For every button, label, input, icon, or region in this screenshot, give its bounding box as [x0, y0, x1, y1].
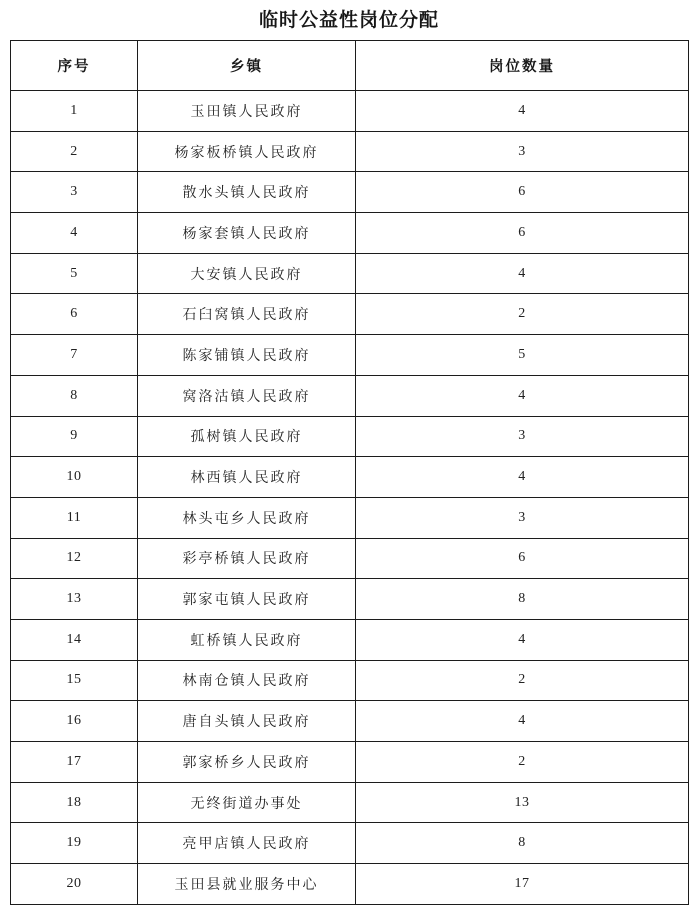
count-cell: 3 [356, 416, 689, 457]
township-cell: 杨家板桥镇人民政府 [138, 131, 356, 172]
table-row [11, 579, 689, 620]
table-row [11, 253, 689, 294]
count-cell: 4 [356, 253, 689, 294]
table-row [11, 375, 689, 416]
table-row [11, 864, 689, 905]
table-row [11, 213, 689, 254]
count-cell: 2 [356, 660, 689, 701]
row-number-cell: 2 [11, 131, 138, 172]
row-number-cell: 15 [11, 660, 138, 701]
row-number-cell: 18 [11, 782, 138, 823]
table-row [11, 660, 689, 701]
table-row [11, 457, 689, 498]
table-row [11, 172, 689, 213]
row-number-cell: 13 [11, 579, 138, 620]
table-row [11, 497, 689, 538]
count-cell: 5 [356, 335, 689, 376]
col-header-no: 序号 [11, 41, 138, 91]
document-page [0, 8, 698, 914]
table-header [11, 41, 689, 91]
row-number-cell: 12 [11, 538, 138, 579]
township-cell: 散水头镇人民政府 [138, 172, 356, 213]
row-number-cell: 4 [11, 213, 138, 254]
row-number-cell: 10 [11, 457, 138, 498]
township-cell: 林头屯乡人民政府 [138, 497, 356, 538]
row-number-cell: 5 [11, 253, 138, 294]
row-number-cell: 9 [11, 416, 138, 457]
count-cell: 3 [356, 497, 689, 538]
table-row [11, 742, 689, 783]
row-number-cell: 19 [11, 823, 138, 864]
township-cell: 虹桥镇人民政府 [138, 619, 356, 660]
count-cell: 4 [356, 619, 689, 660]
count-cell: 6 [356, 172, 689, 213]
township-cell: 石臼窝镇人民政府 [138, 294, 356, 335]
table-row [11, 823, 689, 864]
table-row [11, 131, 689, 172]
count-cell: 3 [356, 131, 689, 172]
township-cell: 玉田县就业服务中心 [138, 864, 356, 905]
table-body [11, 91, 689, 905]
row-number-cell: 16 [11, 701, 138, 742]
table-row [11, 91, 689, 132]
township-cell: 无终街道办事处 [138, 782, 356, 823]
table-row [11, 619, 689, 660]
count-cell: 2 [356, 742, 689, 783]
township-cell: 窝洛沽镇人民政府 [138, 375, 356, 416]
count-cell: 6 [356, 538, 689, 579]
township-cell: 孤树镇人民政府 [138, 416, 356, 457]
township-cell: 林西镇人民政府 [138, 457, 356, 498]
row-number-cell: 14 [11, 619, 138, 660]
row-number-cell: 11 [11, 497, 138, 538]
count-cell: 2 [356, 294, 689, 335]
count-cell: 4 [356, 375, 689, 416]
township-cell: 郭家屯镇人民政府 [138, 579, 356, 620]
township-cell: 杨家套镇人民政府 [138, 213, 356, 254]
row-number-cell: 8 [11, 375, 138, 416]
row-number-cell: 7 [11, 335, 138, 376]
col-header-township: 乡镇 [138, 41, 356, 91]
count-cell: 17 [356, 864, 689, 905]
row-number-cell: 3 [11, 172, 138, 213]
row-number-cell: 6 [11, 294, 138, 335]
table-row [11, 701, 689, 742]
count-cell: 4 [356, 91, 689, 132]
count-cell: 8 [356, 823, 689, 864]
township-cell: 陈家铺镇人民政府 [138, 335, 356, 376]
count-cell: 4 [356, 457, 689, 498]
township-cell: 亮甲店镇人民政府 [138, 823, 356, 864]
township-cell: 郭家桥乡人民政府 [138, 742, 356, 783]
count-cell: 13 [356, 782, 689, 823]
township-cell: 大安镇人民政府 [138, 253, 356, 294]
count-cell: 4 [356, 701, 689, 742]
page-title: 临时公益性岗位分配 [258, 10, 439, 31]
row-number-cell: 1 [11, 91, 138, 132]
township-cell: 玉田镇人民政府 [138, 91, 356, 132]
table-row [11, 782, 689, 823]
row-number-cell: 20 [11, 864, 138, 905]
col-header-count: 岗位数量 [356, 41, 689, 91]
table-row [11, 416, 689, 457]
row-number-cell: 17 [11, 742, 138, 783]
table-row [11, 335, 689, 376]
table-row [11, 294, 689, 335]
count-cell: 8 [356, 579, 689, 620]
count-cell: 6 [356, 213, 689, 254]
township-cell: 林南仓镇人民政府 [138, 660, 356, 701]
header-row [11, 41, 689, 91]
township-cell: 彩亭桥镇人民政府 [138, 538, 356, 579]
township-cell: 唐自头镇人民政府 [138, 701, 356, 742]
table-row [11, 538, 689, 579]
allocation-table [10, 40, 689, 905]
